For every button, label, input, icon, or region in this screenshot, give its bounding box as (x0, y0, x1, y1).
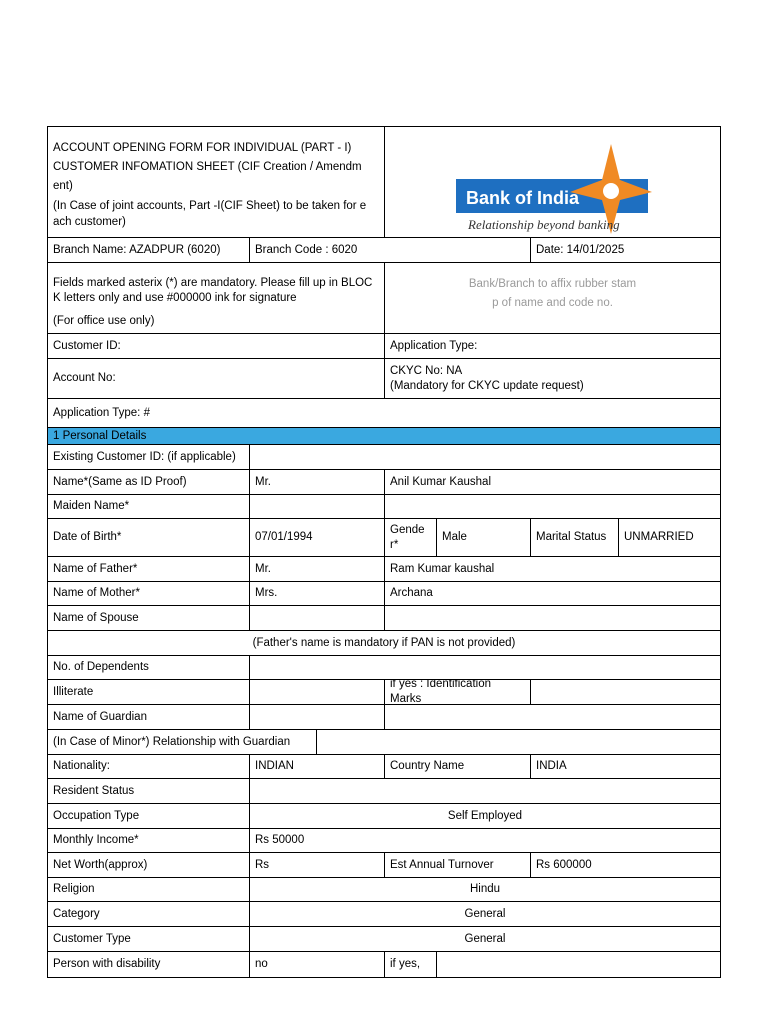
annual-turnover-value[interactable]: Rs 600000 (530, 852, 721, 878)
form-date: Date: 14/01/2025 (530, 237, 721, 263)
identification-marks-label: if yes : Identification Marks (384, 679, 531, 705)
header-subtitle-cont: ent) (53, 180, 73, 192)
customer-type-value[interactable]: General (249, 926, 721, 952)
dob-value[interactable]: 07/01/1994 (249, 518, 385, 557)
dependents-input[interactable] (249, 655, 721, 680)
religion-value[interactable]: Hindu (249, 877, 721, 902)
net-worth-value[interactable]: Rs (249, 852, 385, 878)
section-personal-details: 1 Personal Details (47, 427, 721, 445)
dependents-label: No. of Dependents (47, 655, 250, 680)
instructions (47, 262, 385, 334)
father-title[interactable]: Mr. (249, 556, 385, 582)
country-value[interactable]: INDIA (530, 754, 721, 779)
identification-marks-input[interactable] (530, 679, 721, 705)
branch-code: Branch Code : 6020 (249, 237, 531, 263)
resident-status-input[interactable] (249, 778, 721, 804)
form-header (47, 126, 385, 238)
logo-text: Bank of India (466, 188, 580, 208)
name-label: Name*(Same as ID Proof) (47, 469, 250, 495)
account-opening-form (47, 126, 721, 978)
guardian-title-input[interactable] (249, 704, 385, 730)
header-subtitle: CUSTOMER INFOMATION SHEET (CIF Creation / Amendm (53, 161, 362, 173)
illiterate-label: Illiterate (47, 679, 250, 705)
maiden-title-input[interactable] (249, 494, 385, 519)
ckyc-field[interactable] (384, 358, 721, 399)
disability-ifyes-label: if yes, (384, 951, 437, 978)
guardian-name-input[interactable] (384, 704, 721, 730)
office-use-note: (For office use only) (53, 315, 155, 327)
nationality-label: Nationality: (47, 754, 250, 779)
stamp-note-line1: Bank/Branch to affix rubber stam (468, 278, 637, 290)
net-worth-label: Net Worth(approx) (47, 852, 250, 878)
gender-label (384, 518, 437, 557)
religion-label: Religion (47, 877, 250, 902)
country-label: Country Name (384, 754, 531, 779)
instructions-line2: K letters only and use #000000 ink for signature (53, 292, 297, 304)
category-value[interactable]: General (249, 901, 721, 927)
nationality-value[interactable]: INDIAN (249, 754, 385, 779)
bank-logo (456, 134, 656, 234)
resident-status-label: Resident Status (47, 778, 250, 804)
father-label: Name of Father* (47, 556, 250, 582)
dob-label: Date of Birth* (47, 518, 250, 557)
marital-status-value[interactable]: UNMARRIED (618, 518, 721, 557)
header-note-line2: ach customer) (53, 216, 126, 228)
logo-tagline: Relationship beyond banking (468, 217, 620, 232)
guardian-label: Name of Guardian (47, 704, 250, 730)
existing-id-input[interactable] (249, 444, 721, 470)
application-type-hash: Application Type: # (47, 398, 721, 428)
annual-turnover-label: Est Annual Turnover (384, 852, 531, 878)
category-label: Category (47, 901, 250, 927)
ckyc-no: CKYC No: NA (390, 364, 463, 377)
customer-id-field[interactable]: Customer ID: (47, 333, 385, 359)
application-type-field[interactable]: Application Type: (384, 333, 721, 359)
disability-value[interactable]: no (249, 951, 385, 978)
marital-status-label: Marital Status (530, 518, 619, 557)
monthly-income-value[interactable]: Rs 50000 (249, 828, 721, 853)
branch-name: Branch Name: AZADPUR (6020) (47, 237, 250, 263)
spouse-name-input[interactable] (384, 605, 721, 631)
ckyc-note: (Mandatory for CKYC update request) (390, 379, 584, 392)
maiden-label: Maiden Name* (47, 494, 250, 519)
maiden-name-input[interactable] (384, 494, 721, 519)
father-value[interactable]: Ram Kumar kaushal (384, 556, 721, 582)
mother-title[interactable]: Mrs. (249, 581, 385, 606)
occupation-value[interactable]: Self Employed (249, 803, 721, 829)
logo-star-center (603, 183, 619, 199)
stamp-note-line2: p of name and code no. (492, 297, 613, 309)
occupation-label: Occupation Type (47, 803, 250, 829)
name-title[interactable]: Mr. (249, 469, 385, 495)
spouse-title-input[interactable] (249, 605, 385, 631)
spouse-label: Name of Spouse (47, 605, 250, 631)
illiterate-input[interactable] (249, 679, 385, 705)
gender-label-line2: r* (390, 538, 399, 551)
customer-type-label: Customer Type (47, 926, 250, 952)
existing-id-label: Existing Customer ID: (if applicable) (47, 444, 250, 470)
name-value[interactable]: Anil Kumar Kaushal (384, 469, 721, 495)
disability-label: Person with disability (47, 951, 250, 978)
disability-details-input[interactable] (436, 951, 721, 978)
mother-value[interactable]: Archana (384, 581, 721, 606)
stamp-area (384, 262, 721, 334)
guardian-relationship-input[interactable] (316, 729, 721, 755)
mother-label: Name of Mother* (47, 581, 250, 606)
header-note (53, 198, 379, 230)
father-name-note: (Father's name is mandatory if PAN is not provided) (47, 630, 721, 656)
gender-value[interactable]: Male (436, 518, 531, 557)
instructions-line1: Fields marked asterix (*) are mandatory. Please fill up in BLOC (53, 277, 373, 289)
monthly-income-label: Monthly Income* (47, 828, 250, 853)
header-note-line1: (In Case of joint accounts, Part -I(CIF Sheet) to be taken for e (53, 200, 367, 212)
guardian-relationship-label: (In Case of Minor*) Relationship with Guardian (47, 729, 317, 755)
account-no-field[interactable]: Account No: (47, 358, 385, 399)
gender-label-line1: Gende (390, 523, 425, 536)
header-title: ACCOUNT OPENING FORM FOR INDIVIDUAL (PART - I) (53, 142, 352, 154)
